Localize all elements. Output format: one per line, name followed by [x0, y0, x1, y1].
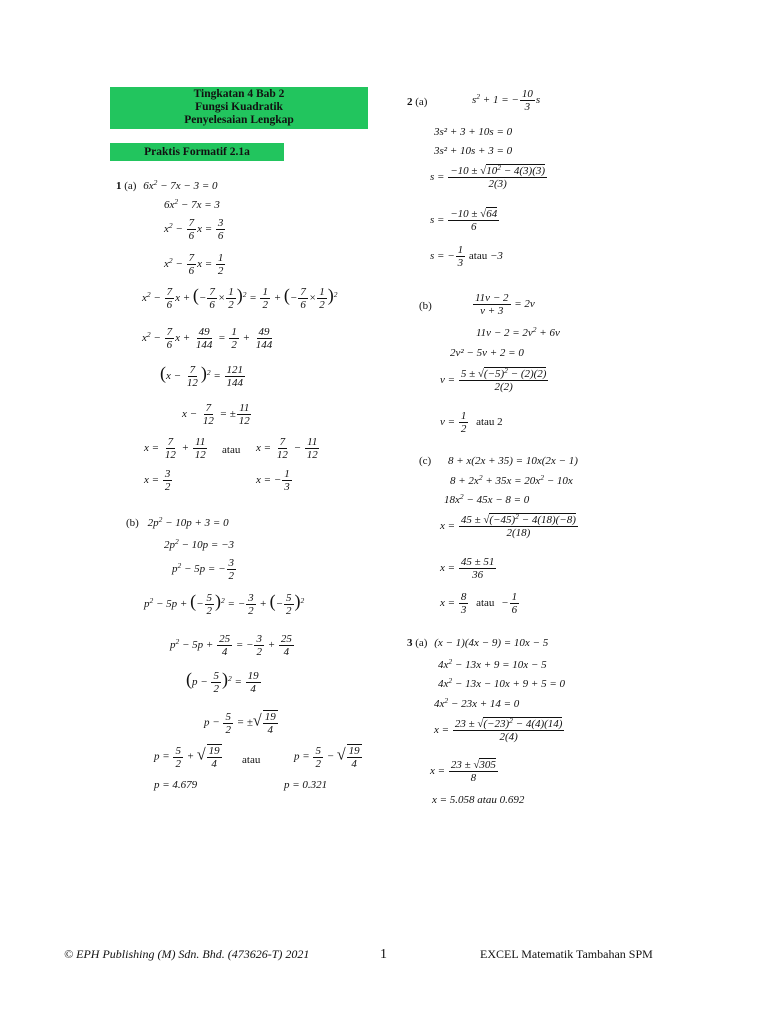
q2b-line-4: v = $\frac{5 \pm √(-5)^2 - (2)(2)}{2(2)}$ [440, 366, 547, 393]
q2c-line-3: $18x^2 - 45x - 8 = 0$ [444, 492, 530, 506]
q2c-res: x = $\frac{8}{3}$ atau − $\frac{1}{6}$ [440, 591, 518, 616]
section-title: Praktis Formatif 2.1a [110, 143, 284, 161]
q2a-eq-1: $s^2 + 1$ = − $\frac{10}{3}$ s [472, 88, 541, 113]
q2a-line-4: s = $\frac{-10 \pm √10^2 - 4(3)(3)}{2(3)}$ [430, 163, 546, 190]
q2a-line-3: 3s² + 10s + 3 = 0 [434, 145, 513, 157]
q1a-line-9b: x = $\frac{7}{12}$ − $\frac{11}{12}$ [256, 436, 318, 461]
question-number: 3 [407, 637, 413, 649]
q1a-line-2: $6x^2 - 7x = 3$ [164, 197, 220, 211]
q2b-line-3: 2v² − 5v + 2 = 0 [450, 347, 524, 359]
question-number: 1 [116, 180, 122, 192]
q2c-line-1: 8 + x(2x + 35) = 10x(2x − 1) [448, 455, 578, 467]
question-number: 2 [407, 96, 413, 108]
q1a-atau: atau [222, 444, 241, 456]
part-label: (a) [415, 96, 428, 108]
q2b-line-1: $\frac{11v - 2}{v + 3}$ = 2v [475, 292, 535, 317]
q1a-line-5: $x^2$ − $\frac{7}{6}$ x + (− $\frac{7}{6}$ × $\frac{1}{2}$ )$^2$ = $\frac{1}{2}$ + (− $\frac{7}{6}$ × $\frac{1}{2}$ )$^2$ [142, 285, 338, 311]
copyright-text: © EPH Publishing (M) Sdn. Bhd. (473626-T) 2021 [64, 947, 310, 961]
q1a-line-4: $x^2$ − $\frac{7}{6}$ x = $\frac{1}{2}$ [164, 252, 224, 277]
q1b-res-1: p = 4.679 [154, 779, 198, 791]
q3a-line-4: $4x^2 - 23x + 14 = 0$ [434, 696, 520, 710]
page-number: 1 [380, 947, 387, 962]
q3a-line-1: 3 (a) (x − 1)(4x − 9) = 10x − 5 [407, 637, 549, 649]
q1a-res-1: x = $\frac{3}{2}$ [144, 468, 171, 493]
q1b-line-4: $p^2 - 5p$ + (− $\frac{5}{2}$ )$^2$ = − $\frac{3}{2}$ + (− $\frac{5}{2}$ )$^2$ [144, 591, 305, 617]
q1b-line-1: (b) $2p^2 - 10p + 3 = 0$ [126, 515, 229, 529]
q1b-res-2: p = 0.321 [284, 779, 328, 791]
part-label: (a) [415, 637, 428, 649]
part-label: (a) [124, 180, 137, 192]
q2a-line-5: s = $\frac{-10 \pm √64}{6}$ [430, 208, 498, 233]
q2b-res: v = $\frac{1}{2}$ atau 2 [440, 410, 503, 435]
q1b-line-3: $p^2 - 5p$ = − $\frac{3}{2}$ [172, 557, 235, 582]
q1b-line-8: p = $\frac{5}{2}$ + √ $\frac{19}{4}$ [154, 744, 220, 770]
q1a-line-1: 1 (a) $6x^2 - 7x - 3 = 0$ [116, 178, 218, 192]
book-title: EXCEL Matematik Tambahan SPM [480, 947, 653, 961]
q2c-line-4: x = $\frac{45 \pm √(-45)^2 - 4(18)(-8)}{2(18)}$ [440, 512, 576, 539]
q2a-atau: atau [468, 250, 488, 263]
chapter-header [110, 87, 368, 129]
q3a-line-6: x = $\frac{23 \pm √305}{8}$ [430, 759, 496, 784]
q1b-line-5: $p^2 - 5p$ + $\frac{25}{4}$ = − $\frac{3}{2}$ + $\frac{25}{4}$ [170, 633, 292, 658]
q3a-line-2: $4x^2 - 13x + 9 = 10x - 5$ [438, 657, 547, 671]
q2c-line-5: x = $\frac{45 \pm 51}{36}$ [440, 556, 495, 581]
q2a-line-2: 3s² + 3 + 10s = 0 [434, 126, 513, 138]
q1b-line-7: p − $\frac{5}{2}$ = ±√ $\frac{19}{4}$ [204, 710, 276, 736]
q1a-line-9: x = $\frac{7}{12}$ + $\frac{11}{12}$ [144, 436, 206, 461]
q2b-label: (b) [419, 300, 432, 312]
q1a-res-2: x = − $\frac{1}{3}$ [256, 468, 290, 493]
part-label: (b) [126, 517, 139, 529]
q2b-line-2: $11v - 2 = 2v^2 + 6v$ [476, 325, 560, 339]
q3a-res: x = 5.058 atau 0.692 [432, 794, 525, 806]
q1b-line-8b: p = $\frac{5}{2}$ − √ $\frac{19}{4}$ [294, 744, 360, 770]
q1b-line-6: (p − $\frac{5}{2}$ )$^2$ = $\frac{19}{4}$ [186, 669, 259, 695]
header-line-1: Tingkatan 4 Bab 2 [193, 88, 285, 100]
q2c-label: (c) [419, 455, 432, 467]
q1a-line-7: (x − $\frac{7}{12}$ )$^2$ = $\frac{121}{144}$ [160, 363, 243, 389]
q1a-line-6: $x^2$ − $\frac{7}{6}$ x + $\frac{49}{144}$ = $\frac{1}{2}$ + $\frac{49}{144}$ [142, 326, 273, 351]
q2a-res: s = − $\frac{1}{3}$ atau −3 [430, 244, 503, 269]
q3a-line-3: $4x^2 - 13x - 10x + 9 + 5 = 0$ [438, 676, 566, 690]
q1a-line-3: $x^2$ − $\frac{7}{6}$ x = $\frac{3}{6}$ [164, 217, 224, 242]
header-line-3: Penyelesaian Lengkap [184, 114, 294, 126]
q1b-atau: atau [242, 754, 261, 766]
q1b-line-2: $2p^2 - 10p = -3$ [164, 537, 235, 551]
q2c-line-2: $8 + 2x^2 + 35x = 20x^2 - 10x$ [450, 473, 573, 487]
q2a-line-1 [407, 96, 427, 109]
q1a-line-8: x − $\frac{7}{12}$ = ± $\frac{11}{12}$ [182, 402, 250, 427]
q3a-line-5: x = $\frac{23 \pm √(-23)^2 - 4(4)(14)}{2(4)}$ [434, 716, 563, 743]
header-line-2: Fungsi Kuadratik [195, 101, 283, 113]
